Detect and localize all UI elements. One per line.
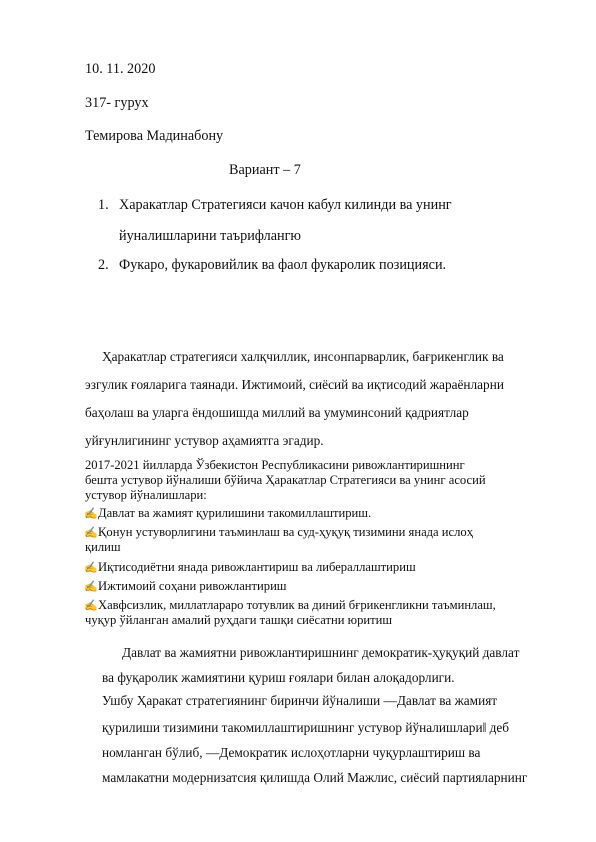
checkmark-icon: ✍ xyxy=(84,581,98,593)
question-number: 2. xyxy=(98,257,109,273)
group-text: 317- гурух xyxy=(85,95,149,111)
date-text: 10. 11. 2020 xyxy=(85,61,156,77)
question-1-line-2: йуналишларини таърифлангю xyxy=(119,228,302,244)
body-line: Давлат ва жамиятни ривожлантиришнинг демократик-ҳуқуқий давлат xyxy=(122,645,520,660)
direction-item: Давлат ва жамият қурилишини такомиллаштириш. xyxy=(98,506,372,520)
checkmark-icon: ✍ xyxy=(84,527,98,539)
directions-intro-line: 2017-2021 йилларда Ўзбекистон Республикасини ривожлантиришнинг xyxy=(85,458,465,472)
intro-line: уйғунлигининг устувор аҳамиятга эгадир. xyxy=(85,433,324,448)
intro-line: эзгулик ғояларига таянади. Ижтимоий, сиёсий ва иқтисодий жараёнларни xyxy=(85,377,504,392)
body-line: мамлакатни модернизатсия қилишда Олий Мажлис, сиёсий партияларнинг xyxy=(102,770,528,785)
direction-item: Ижтимоий соҳани ривожлантириш xyxy=(98,579,287,593)
body-line: Ушбу Ҳаракат стратегиянинг биринчи йўналиши ―Давлат ва жамият xyxy=(102,693,498,708)
direction-item-continuation: чуқур ўйланган амалий руҳдаги ташқи сиёсатни юритиш xyxy=(85,613,393,627)
body-line: қурилиши тизимини такомиллаштиришнинг устувор йўналишлари‖ деб xyxy=(102,720,510,735)
direction-item: Хавфсизлик, миллатлараро тотувлик ва диний бғрикенгликни таъминлаш, xyxy=(98,598,496,612)
intro-line: Ҳаракатлар стратегияси халқчиллик, инсонпарварлик, бағрикенглик ва xyxy=(102,349,504,364)
body-line: номланган бўлиб, ―Демократик ислоҳотларни чуқурлаштириш ва xyxy=(102,745,481,760)
student-name: Темирова Мадинабону xyxy=(85,128,224,144)
body-line: ва фуқаролик жамиятини қуриш ғоялари билан алоқадорлиги. xyxy=(102,670,455,685)
checkmark-icon: ✍ xyxy=(84,562,98,574)
question-2-line-1: Фукаро, фукаровийлик ва фаол фукаролик позицияси. xyxy=(119,257,447,273)
direction-item-continuation: қилиш xyxy=(85,540,121,554)
variant-title: Вариант – 7 xyxy=(229,162,301,178)
direction-item: Қонун устуворлигини таъминлаш ва суд-ҳуқуқ тизимини янада ислоҳ xyxy=(98,525,474,539)
checkmark-icon: ✍ xyxy=(84,508,98,520)
question-number: 1. xyxy=(98,197,109,213)
directions-intro-line: бешта устувор йўналиши бўйича Ҳаракатлар Стратегияси ва унинг асосий xyxy=(85,473,486,487)
question-1-line-1: Харакатлар Стратегияси качон кабул килинди ва унинг xyxy=(119,197,452,213)
direction-item: Иқтисодиётни янада ривожлантириш ва либераллаштириш xyxy=(98,560,416,574)
directions-intro-line: устувор йўналишлари: xyxy=(85,488,207,502)
checkmark-icon: ✍ xyxy=(84,600,98,612)
intro-line: баҳолаш ва уларга ёндошишда миллий ва умуминсоний қадриятлар xyxy=(85,405,469,420)
